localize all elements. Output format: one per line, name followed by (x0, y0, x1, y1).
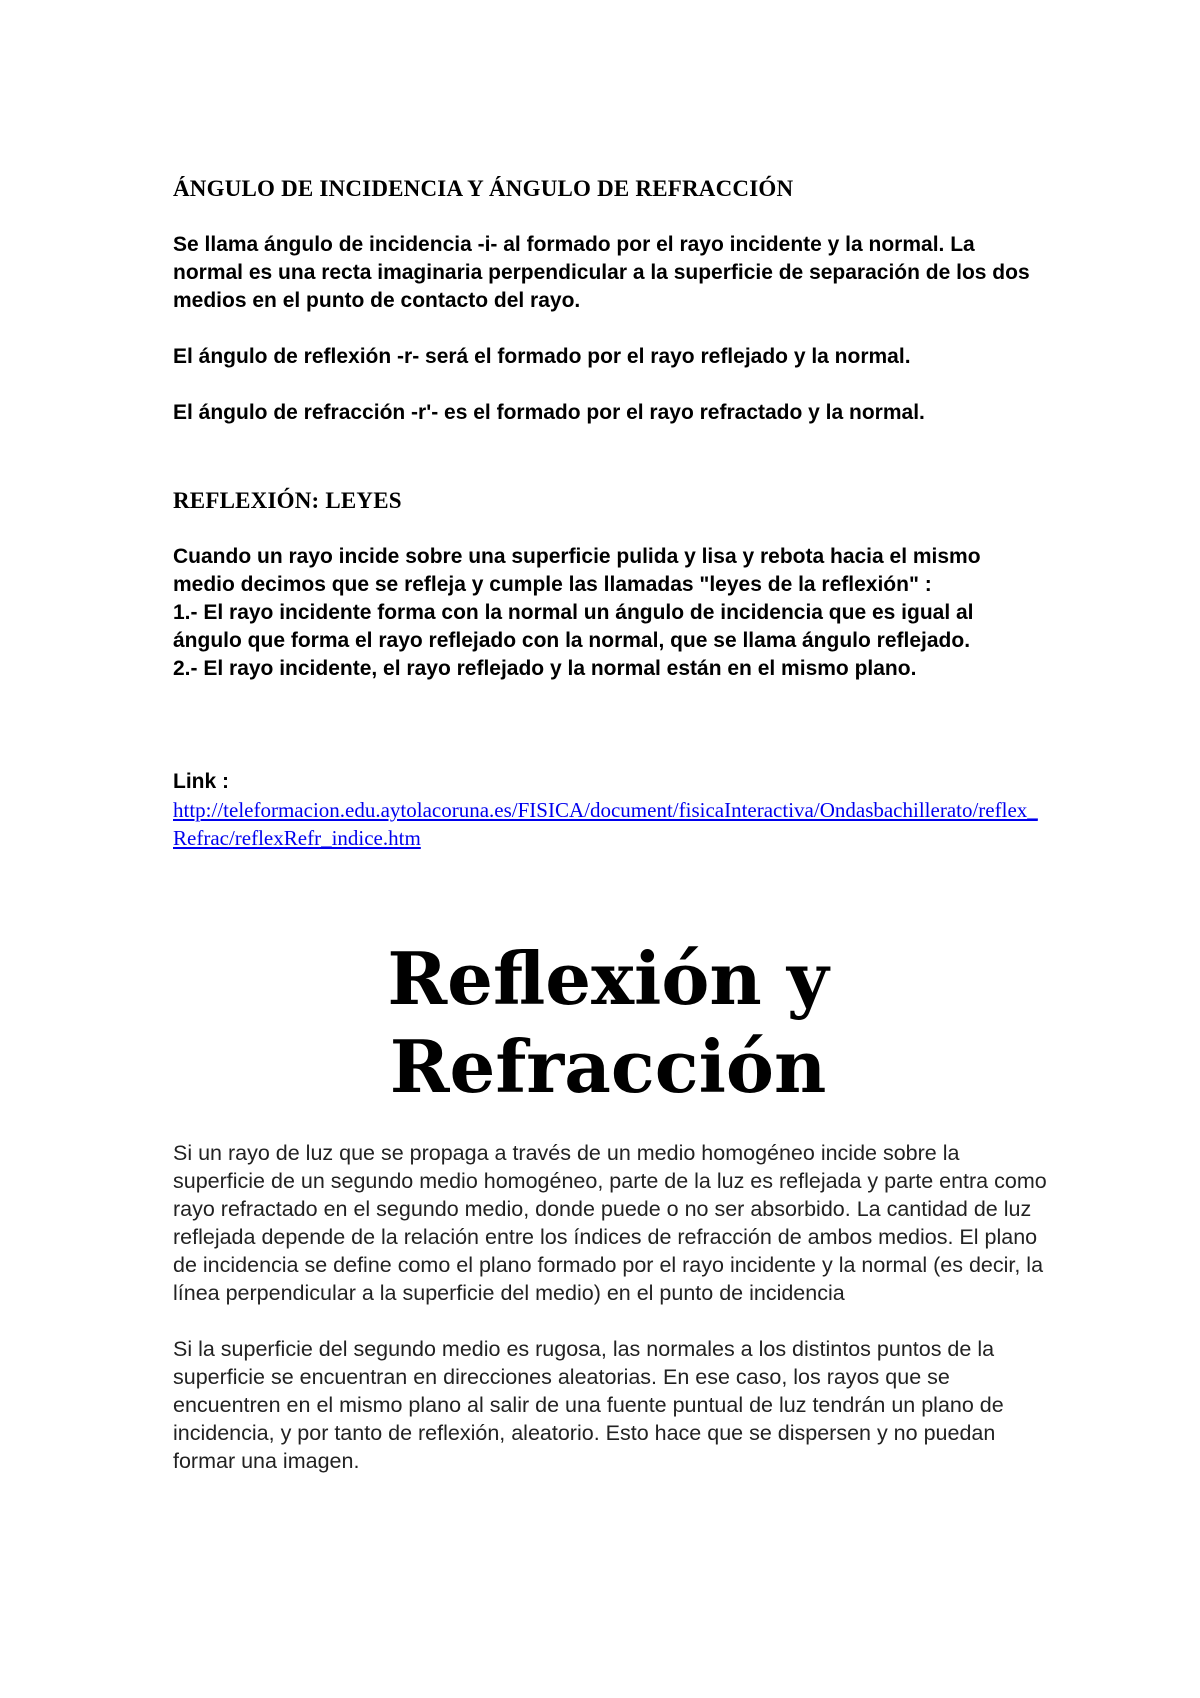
main-title-line-1: Reflexión y (387, 936, 829, 1021)
paragraph-refraction-angle: El ángulo de refracción -r'- es el formado por el rayo refractado y la normal. (173, 401, 925, 424)
link-label: Link : (173, 770, 229, 793)
main-title (173, 935, 1043, 1111)
main-title-line-2: Refracción (389, 1024, 827, 1109)
paragraph-laws-intro: Cuando un rayo incide sobre una superficie pulida y lisa y rebota hacia el mismo medio decimos que se refleja y cumple las llamadas "leyes de la reflexión" : (173, 545, 981, 596)
explanation-block (173, 1139, 1053, 1475)
heading-reflexion-leyes: REFLEXIÓN: LEYES (173, 488, 402, 513)
paragraph-reflection-refraction: Si un rayo de luz que se propaga a través de un medio homogéneo incide sobre la superficie de un segundo medio homogéneo, parte de la luz es reflejada y parte entra como rayo refractado en el segundo medio, donde puede o no ser absorbido. La cantidad de luz reflejada depende de la relación entre los índices de refracción de ambos medios. El plano de incidencia se define como el plano formado por el rayo incidente y la normal (es decir, la línea perpendicular a la superficie del medio) en el punto de incidencia (173, 1141, 1047, 1305)
paragraph-law-1: 1.- El rayo incidente forma con la normal un ángulo de incidencia que es igual al ángulo que forma el rayo reflejado con la normal, que se llama ángulo reflejado. (173, 601, 974, 652)
paragraph-incidence-definition: Se llama ángulo de incidencia -i- al formado por el rayo incidente y la normal. La normal es una recta imaginaria perpendicular a la superficie de separación de los dos medios en el punto de contacto del rayo. (173, 233, 1030, 312)
laws-block (173, 543, 1043, 683)
paragraph-law-2: 2.- El rayo incidente, el rayo reflejado y la normal están en el mismo plano. (173, 657, 917, 680)
reference-link[interactable]: http://teleformacion.edu.aytolacoruna.es/FISICA/document/fisicaInteractiva/Ondasbachillerato/reflex_Refrac/reflexRefr_indice.htm (173, 798, 1038, 850)
paragraph-rough-surface: Si la superficie del segundo medio es rugosa, las normales a los distintos puntos de la superficie se encuentran en direcciones aleatorias. En ese caso, los rayos que se encuentren en el mismo plano al salir de una fuente puntual de luz tendrán un plano de incidencia, y por tanto de reflexión, aleatorio. Esto hace que se dispersen y no puedan formar una imagen. (173, 1337, 1004, 1473)
definitions-block (173, 231, 1043, 427)
paragraph-reflection-angle: El ángulo de reflexión -r- será el formado por el rayo reflejado y la normal. (173, 345, 911, 368)
heading-angulo-incidencia: ÁNGULO DE INCIDENCIA Y ÁNGULO DE REFRACCIÓN (173, 176, 794, 201)
